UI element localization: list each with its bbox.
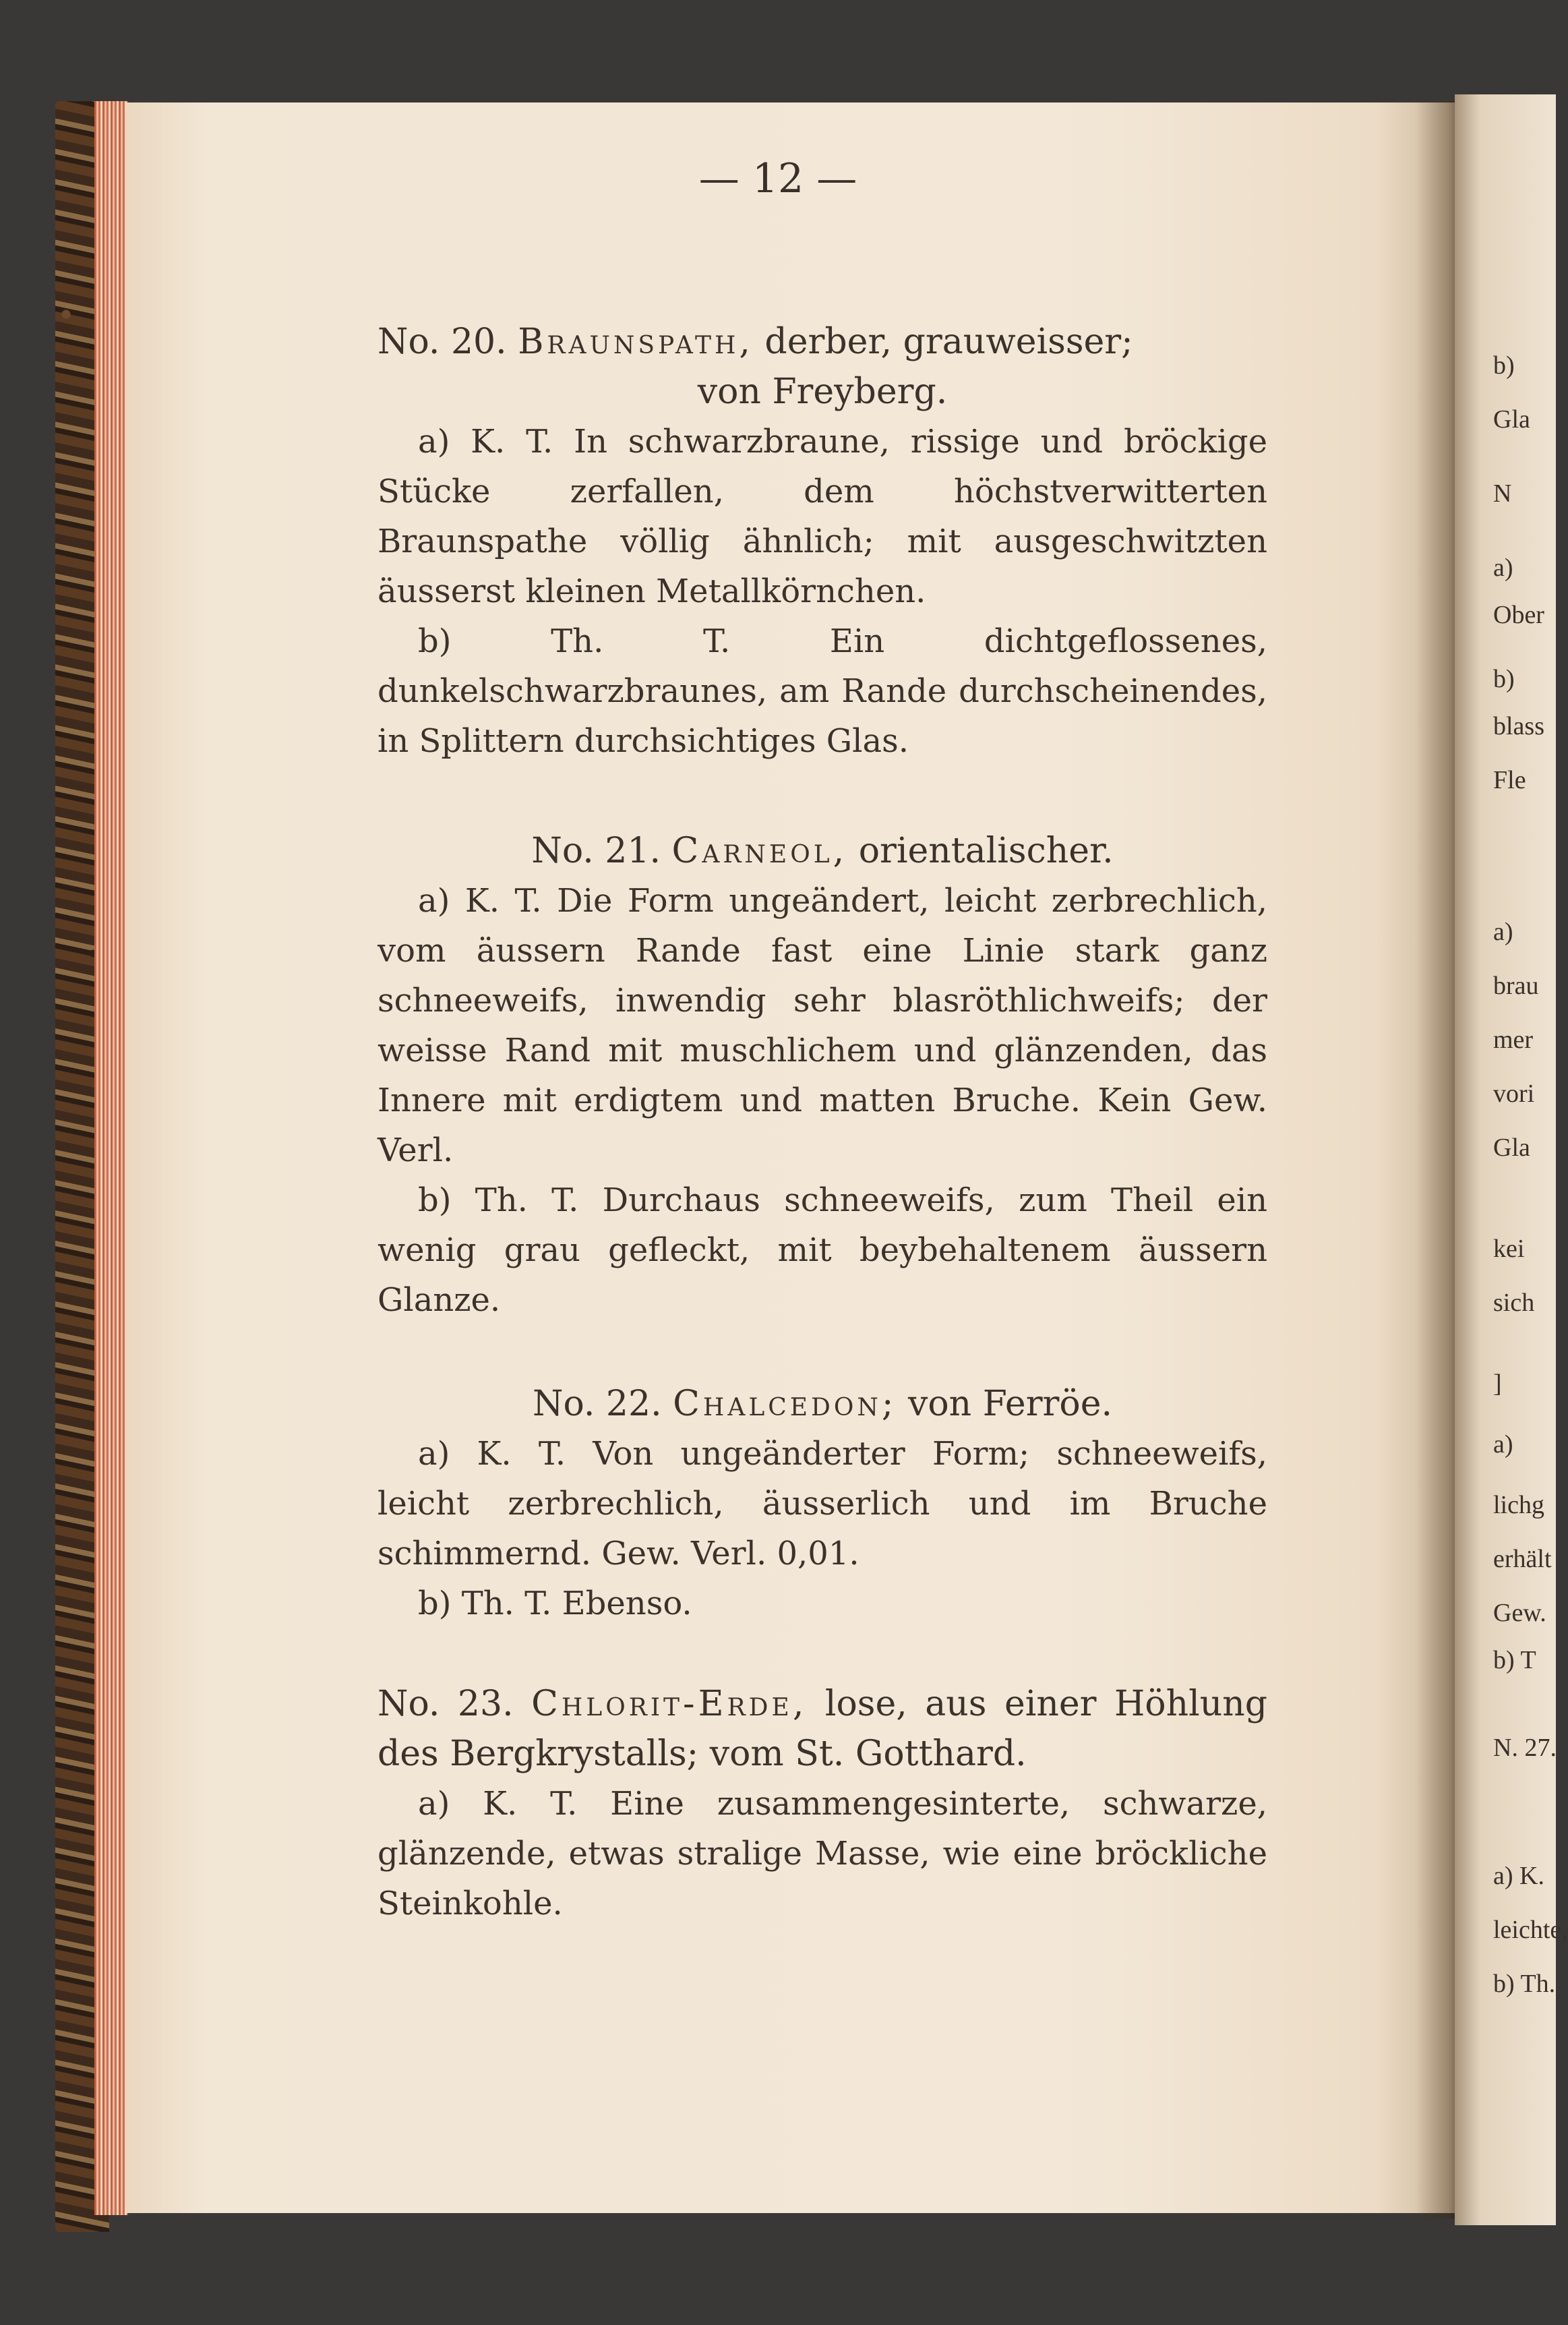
entry-22 (378, 1379, 1267, 1628)
facing-page-fragment: a) (1493, 554, 1513, 582)
facing-page-fragment: Ober (1493, 601, 1544, 629)
entry-number: No. 20. (378, 322, 507, 362)
facing-page-fragment: blass (1493, 712, 1544, 740)
facing-page-fragment: N (1493, 479, 1512, 508)
facing-page-fragment: a) (1493, 918, 1513, 946)
facing-page-fragment: Gla (1493, 405, 1530, 434)
facing-page-fragment: vori (1493, 1080, 1535, 1108)
facing-page-fragment: ] (1493, 1370, 1502, 1398)
entry-heading (378, 317, 1267, 367)
page-number: — 12 — (698, 155, 857, 202)
facing-page-fragment: mer (1493, 1026, 1534, 1054)
mineral-name: Chalcedon; (673, 1384, 897, 1424)
paragraph-b: b) Th. T. Ebenso. (418, 1585, 692, 1622)
entry-description: lose, aus einer Höhlung des Bergkrystalls; vom St. Gotthard. (378, 1684, 1268, 1774)
facing-page-fragment: b) Th. (1493, 1970, 1556, 1998)
facing-page-fragment: b) (1493, 351, 1515, 380)
mineral-name: Chlorit-Erde, (531, 1684, 808, 1724)
facing-page-fragment: sich (1493, 1289, 1535, 1317)
mineral-name: Carneol, (671, 831, 848, 871)
entry-description: orientalischer. (858, 831, 1114, 871)
page-edges (94, 101, 128, 2215)
facing-page-fragment: erhält (1493, 1545, 1552, 1573)
facing-page-fragment: Gla (1493, 1134, 1530, 1162)
paragraph-b: b) Th. T. Ein dichtgeflossenes, dunkelschwarzbraunes, am Rande durchscheinendes, in Splittern durchsichtiges Glas. (378, 622, 1267, 760)
entry-description: derber, grauweisser; (764, 322, 1133, 362)
entry-23 (378, 1679, 1267, 1929)
facing-page-fragment: lichg (1493, 1491, 1544, 1519)
facing-page-fragment: a) (1493, 1430, 1513, 1459)
entry-heading (378, 1379, 1267, 1429)
entry-number: No. 23. (378, 1684, 514, 1724)
paragraph-a: a) K. T. Die Form ungeändert, leicht zerbrechlich, vom äussern Rande fast eine Linie stark ganz schneeweifs, inwendig sehr blasröthlichweifs; der weisse Rand mit muschlichem und glänzenden, das Innere mit erdigtem und matten Bruche. Kein Gew. Verl. (378, 882, 1267, 1169)
facing-page-fragment: N. 27. (1493, 1734, 1557, 1762)
facing-page-fragment: b) (1493, 665, 1515, 693)
paragraph-a: a) K. T. Eine zusammengesinterte, schwarze, glänzende, etwas stralige Masse, wie eine bröckliche Steinkohle. (378, 1785, 1267, 1922)
facing-page-fragment: Gew. (1493, 1599, 1546, 1627)
facing-page-fragment: brau (1493, 972, 1539, 1000)
entry-20 (378, 317, 1267, 766)
facing-page-fragment: b) T (1493, 1646, 1536, 1674)
entry-description: von Ferröe. (907, 1384, 1113, 1424)
mineral-name: Braunspath, (518, 322, 754, 362)
facing-page-fragment: leichte, (1493, 1916, 1568, 1944)
paragraph-a: a) K. T. In schwarzbraune, rissige und bröckige Stücke zerfallen, dem höchstverwitterten Braunspathe völlig ähnlich; mit ausgeschwitzten äusserst kleinen Metallkörnchen. (378, 423, 1267, 610)
paragraph-b: b) Th. T. Durchaus schneeweifs, zum Theil ein wenig grau gefleckt, mit beybehaltenem äussern Glanze. (378, 1181, 1267, 1319)
facing-page-fragment: kei (1493, 1235, 1525, 1263)
entry-heading (378, 1679, 1267, 1779)
entry-21 (378, 826, 1267, 1325)
paragraph-a: a) K. T. Von ungeänderter Form; schneeweifs, leicht zerbrechlich, äusserlich und im Bruche schimmernd. Gew. Verl. 0,01. (378, 1435, 1267, 1572)
entry-number: No. 21. (531, 831, 661, 871)
entry-locality: von Freyberg. (697, 372, 948, 412)
entry-heading (378, 826, 1267, 876)
entry-number: No. 22. (532, 1384, 662, 1424)
facing-page-fragment: Fle (1493, 766, 1526, 794)
facing-page-fragment: a) K. (1493, 1862, 1544, 1890)
